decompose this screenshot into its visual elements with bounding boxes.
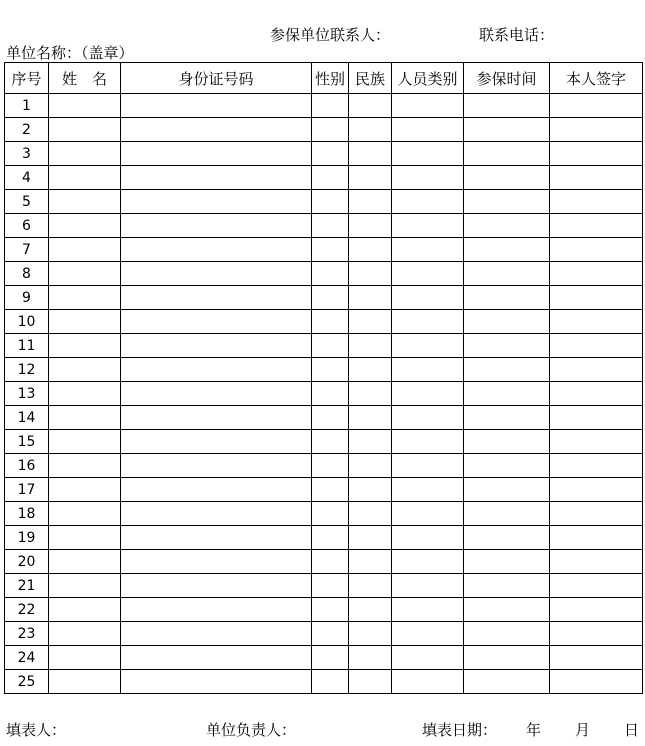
ethnicity-cell[interactable]: [349, 454, 392, 478]
gender-cell[interactable]: [312, 670, 349, 694]
enroll-time-cell[interactable]: [464, 334, 550, 358]
enroll-time-cell[interactable]: [464, 454, 550, 478]
signature-cell[interactable]: [550, 550, 643, 574]
signature-cell[interactable]: [550, 358, 643, 382]
gender-cell[interactable]: [312, 646, 349, 670]
gender-cell[interactable]: [312, 190, 349, 214]
table-row: [5, 358, 643, 382]
signature-cell[interactable]: [550, 94, 643, 118]
signature-cell[interactable]: [550, 406, 643, 430]
roster-body: [5, 94, 643, 694]
signature-cell[interactable]: [550, 598, 643, 622]
table-row: [5, 598, 643, 622]
row-index: 11: [5, 334, 49, 358]
gender-cell[interactable]: [312, 598, 349, 622]
gender-cell[interactable]: [312, 358, 349, 382]
filler-label: 填表人：: [6, 721, 67, 739]
signature-cell[interactable]: [550, 118, 643, 142]
signature-cell[interactable]: [550, 670, 643, 694]
enroll-time-cell[interactable]: [464, 430, 550, 454]
person-type-cell[interactable]: [392, 550, 464, 574]
name-cell[interactable]: [49, 526, 121, 550]
table-row: [5, 118, 643, 142]
person-type-cell[interactable]: [392, 478, 464, 502]
ethnicity-cell[interactable]: [349, 598, 392, 622]
name-cell[interactable]: [49, 646, 121, 670]
ethnicity-cell[interactable]: [349, 526, 392, 550]
table-row: [5, 478, 643, 502]
col-header-signature: 本人签字: [550, 63, 643, 94]
name-cell[interactable]: [49, 190, 121, 214]
enroll-time-cell[interactable]: [464, 382, 550, 406]
row-index: 5: [5, 190, 49, 214]
row-index: 20: [5, 550, 49, 574]
row-index: 1: [5, 94, 49, 118]
ethnicity-cell[interactable]: [349, 574, 392, 598]
person-type-cell[interactable]: [392, 502, 464, 526]
col-header-person-type: 人员类别: [392, 63, 464, 94]
id-number-cell[interactable]: [121, 262, 312, 286]
row-index: 13: [5, 382, 49, 406]
ethnicity-cell[interactable]: [349, 670, 392, 694]
ethnicity-cell[interactable]: [349, 550, 392, 574]
ethnicity-cell[interactable]: [349, 118, 392, 142]
signature-cell[interactable]: [550, 382, 643, 406]
signature-cell[interactable]: [550, 238, 643, 262]
signature-cell[interactable]: [550, 214, 643, 238]
ethnicity-cell[interactable]: [349, 286, 392, 310]
row-index: 16: [5, 454, 49, 478]
row-index: 24: [5, 646, 49, 670]
row-index: 25: [5, 670, 49, 694]
signature-cell[interactable]: [550, 622, 643, 646]
row-index: 10: [5, 310, 49, 334]
name-cell[interactable]: [49, 622, 121, 646]
ethnicity-cell[interactable]: [349, 214, 392, 238]
person-type-cell[interactable]: [392, 190, 464, 214]
row-index: 6: [5, 214, 49, 238]
signature-cell[interactable]: [550, 334, 643, 358]
id-number-cell[interactable]: [121, 670, 312, 694]
enroll-time-cell[interactable]: [464, 118, 550, 142]
ethnicity-cell[interactable]: [349, 166, 392, 190]
ethnicity-cell[interactable]: [349, 94, 392, 118]
contact-person-label: 参保单位联系人：: [270, 26, 391, 44]
person-type-cell[interactable]: [392, 142, 464, 166]
day-label: 日: [624, 721, 640, 739]
person-type-cell[interactable]: [392, 598, 464, 622]
id-number-cell[interactable]: [121, 118, 312, 142]
table-row: [5, 670, 643, 694]
row-index: 2: [5, 118, 49, 142]
enroll-time-cell[interactable]: [464, 574, 550, 598]
table-row: [5, 502, 643, 526]
name-cell[interactable]: [49, 406, 121, 430]
table-row: [5, 190, 643, 214]
name-cell[interactable]: [49, 598, 121, 622]
name-cell[interactable]: [49, 334, 121, 358]
signature-cell[interactable]: [550, 502, 643, 526]
name-cell[interactable]: [49, 118, 121, 142]
table-row: [5, 142, 643, 166]
ethnicity-cell[interactable]: [349, 478, 392, 502]
enroll-time-cell[interactable]: [464, 94, 550, 118]
name-cell[interactable]: [49, 430, 121, 454]
gender-cell[interactable]: [312, 574, 349, 598]
row-index: 7: [5, 238, 49, 262]
table-row: [5, 526, 643, 550]
gender-cell[interactable]: [312, 334, 349, 358]
gender-cell[interactable]: [312, 310, 349, 334]
signature-cell[interactable]: [550, 430, 643, 454]
person-type-cell[interactable]: [392, 622, 464, 646]
id-number-cell[interactable]: [121, 430, 312, 454]
id-number-cell[interactable]: [121, 214, 312, 238]
enroll-time-cell[interactable]: [464, 190, 550, 214]
name-cell[interactable]: [49, 310, 121, 334]
name-cell[interactable]: [49, 262, 121, 286]
gender-cell[interactable]: [312, 166, 349, 190]
ethnicity-cell[interactable]: [349, 502, 392, 526]
id-number-cell[interactable]: [121, 502, 312, 526]
name-cell[interactable]: [49, 286, 121, 310]
name-cell[interactable]: [49, 214, 121, 238]
person-type-cell[interactable]: [392, 430, 464, 454]
table-row: [5, 406, 643, 430]
id-number-cell[interactable]: [121, 190, 312, 214]
col-header-id-number: 身份证号码: [121, 63, 312, 94]
name-cell[interactable]: [49, 574, 121, 598]
id-number-cell[interactable]: [121, 166, 312, 190]
id-number-cell[interactable]: [121, 286, 312, 310]
id-number-cell[interactable]: [121, 574, 312, 598]
enroll-time-cell[interactable]: [464, 550, 550, 574]
table-row: [5, 622, 643, 646]
id-number-cell[interactable]: [121, 142, 312, 166]
table-row: [5, 166, 643, 190]
row-index: 4: [5, 166, 49, 190]
row-index: 21: [5, 574, 49, 598]
phone-label: 联系电话：: [479, 26, 555, 44]
year-label: 年: [526, 721, 542, 739]
person-type-cell[interactable]: [392, 310, 464, 334]
name-cell[interactable]: [49, 670, 121, 694]
table-row: [5, 550, 643, 574]
ethnicity-cell[interactable]: [349, 190, 392, 214]
gender-cell[interactable]: [312, 382, 349, 406]
gender-cell[interactable]: [312, 238, 349, 262]
enroll-time-cell[interactable]: [464, 262, 550, 286]
id-number-cell[interactable]: [121, 526, 312, 550]
table-row: [5, 238, 643, 262]
person-type-cell[interactable]: [392, 358, 464, 382]
name-cell[interactable]: [49, 238, 121, 262]
row-index: 3: [5, 142, 49, 166]
signature-cell[interactable]: [550, 454, 643, 478]
row-index: 15: [5, 430, 49, 454]
row-index: 12: [5, 358, 49, 382]
signature-cell[interactable]: [550, 478, 643, 502]
enroll-time-cell[interactable]: [464, 238, 550, 262]
unit-manager-label: 单位负责人：: [206, 721, 297, 739]
table-row: [5, 334, 643, 358]
signature-cell[interactable]: [550, 574, 643, 598]
id-number-cell[interactable]: [121, 622, 312, 646]
person-type-cell[interactable]: [392, 262, 464, 286]
person-type-cell[interactable]: [392, 526, 464, 550]
enroll-time-cell[interactable]: [464, 406, 550, 430]
gender-cell[interactable]: [312, 550, 349, 574]
id-number-cell[interactable]: [121, 598, 312, 622]
gender-cell[interactable]: [312, 478, 349, 502]
row-index: 18: [5, 502, 49, 526]
name-cell[interactable]: [49, 550, 121, 574]
table-row: [5, 310, 643, 334]
row-index: 22: [5, 598, 49, 622]
ethnicity-cell[interactable]: [349, 406, 392, 430]
enroll-time-cell[interactable]: [464, 214, 550, 238]
id-number-cell[interactable]: [121, 646, 312, 670]
gender-cell[interactable]: [312, 118, 349, 142]
name-cell[interactable]: [49, 94, 121, 118]
person-type-cell[interactable]: [392, 286, 464, 310]
ethnicity-cell[interactable]: [349, 238, 392, 262]
row-index: 8: [5, 262, 49, 286]
id-number-cell[interactable]: [121, 238, 312, 262]
table-row: [5, 430, 643, 454]
id-number-cell[interactable]: [121, 406, 312, 430]
signature-cell[interactable]: [550, 310, 643, 334]
enroll-time-cell[interactable]: [464, 646, 550, 670]
person-type-cell[interactable]: [392, 646, 464, 670]
table-row: [5, 574, 643, 598]
table-row: [5, 286, 643, 310]
person-type-cell[interactable]: [392, 454, 464, 478]
ethnicity-cell[interactable]: [349, 646, 392, 670]
table-row: [5, 214, 643, 238]
table-row: [5, 382, 643, 406]
enroll-time-cell[interactable]: [464, 310, 550, 334]
person-type-cell[interactable]: [392, 94, 464, 118]
person-type-cell[interactable]: [392, 166, 464, 190]
ethnicity-cell[interactable]: [349, 382, 392, 406]
signature-cell[interactable]: [550, 190, 643, 214]
signature-cell[interactable]: [550, 646, 643, 670]
person-type-cell[interactable]: [392, 670, 464, 694]
id-number-cell[interactable]: [121, 334, 312, 358]
col-header-index: 序号: [5, 63, 49, 94]
gender-cell[interactable]: [312, 502, 349, 526]
gender-cell[interactable]: [312, 142, 349, 166]
person-type-cell[interactable]: [392, 382, 464, 406]
name-cell[interactable]: [49, 166, 121, 190]
name-cell[interactable]: [49, 502, 121, 526]
table-row: [5, 94, 643, 118]
unit-name-label: 单位名称：（盖章）: [6, 44, 134, 62]
enroll-time-cell[interactable]: [464, 478, 550, 502]
row-index: 14: [5, 406, 49, 430]
gender-cell[interactable]: [312, 526, 349, 550]
name-cell[interactable]: [49, 358, 121, 382]
id-number-cell[interactable]: [121, 550, 312, 574]
name-cell[interactable]: [49, 382, 121, 406]
enroll-time-cell[interactable]: [464, 622, 550, 646]
person-type-cell[interactable]: [392, 118, 464, 142]
id-number-cell[interactable]: [121, 478, 312, 502]
name-cell[interactable]: [49, 478, 121, 502]
person-type-cell[interactable]: [392, 214, 464, 238]
enroll-time-cell[interactable]: [464, 142, 550, 166]
signature-cell[interactable]: [550, 286, 643, 310]
col-header-name: 姓 名: [49, 63, 121, 94]
row-index: 17: [5, 478, 49, 502]
row-index: 9: [5, 286, 49, 310]
enroll-time-cell[interactable]: [464, 358, 550, 382]
ethnicity-cell[interactable]: [349, 358, 392, 382]
person-type-cell[interactable]: [392, 334, 464, 358]
name-cell[interactable]: [49, 142, 121, 166]
ethnicity-cell[interactable]: [349, 142, 392, 166]
table-row: [5, 646, 643, 670]
gender-cell[interactable]: [312, 406, 349, 430]
id-number-cell[interactable]: [121, 382, 312, 406]
row-index: 23: [5, 622, 49, 646]
ethnicity-cell[interactable]: [349, 334, 392, 358]
gender-cell[interactable]: [312, 214, 349, 238]
person-type-cell[interactable]: [392, 406, 464, 430]
header-row: [5, 63, 643, 94]
id-number-cell[interactable]: [121, 358, 312, 382]
fill-date-label: 填表日期：: [422, 721, 498, 739]
person-type-cell[interactable]: [392, 238, 464, 262]
enroll-time-cell[interactable]: [464, 286, 550, 310]
enroll-time-cell[interactable]: [464, 526, 550, 550]
enroll-time-cell[interactable]: [464, 598, 550, 622]
col-header-gender: 性别: [312, 63, 349, 94]
gender-cell[interactable]: [312, 430, 349, 454]
id-number-cell[interactable]: [121, 310, 312, 334]
col-header-enroll-time: 参保时间: [464, 63, 550, 94]
ethnicity-cell[interactable]: [349, 430, 392, 454]
ethnicity-cell[interactable]: [349, 262, 392, 286]
gender-cell[interactable]: [312, 94, 349, 118]
id-number-cell[interactable]: [121, 454, 312, 478]
signature-cell[interactable]: [550, 142, 643, 166]
enroll-time-cell[interactable]: [464, 502, 550, 526]
roster-table: [4, 62, 643, 694]
name-cell[interactable]: [49, 454, 121, 478]
row-index: 19: [5, 526, 49, 550]
signature-cell[interactable]: [550, 262, 643, 286]
gender-cell[interactable]: [312, 286, 349, 310]
id-number-cell[interactable]: [121, 94, 312, 118]
month-label: 月: [575, 721, 591, 739]
enroll-time-cell[interactable]: [464, 166, 550, 190]
col-header-ethnicity: 民族: [349, 63, 392, 94]
table-row: [5, 454, 643, 478]
enroll-time-cell[interactable]: [464, 670, 550, 694]
person-type-cell[interactable]: [392, 574, 464, 598]
ethnicity-cell[interactable]: [349, 310, 392, 334]
signature-cell[interactable]: [550, 526, 643, 550]
gender-cell[interactable]: [312, 454, 349, 478]
gender-cell[interactable]: [312, 262, 349, 286]
gender-cell[interactable]: [312, 622, 349, 646]
table-row: [5, 262, 643, 286]
signature-cell[interactable]: [550, 166, 643, 190]
ethnicity-cell[interactable]: [349, 622, 392, 646]
